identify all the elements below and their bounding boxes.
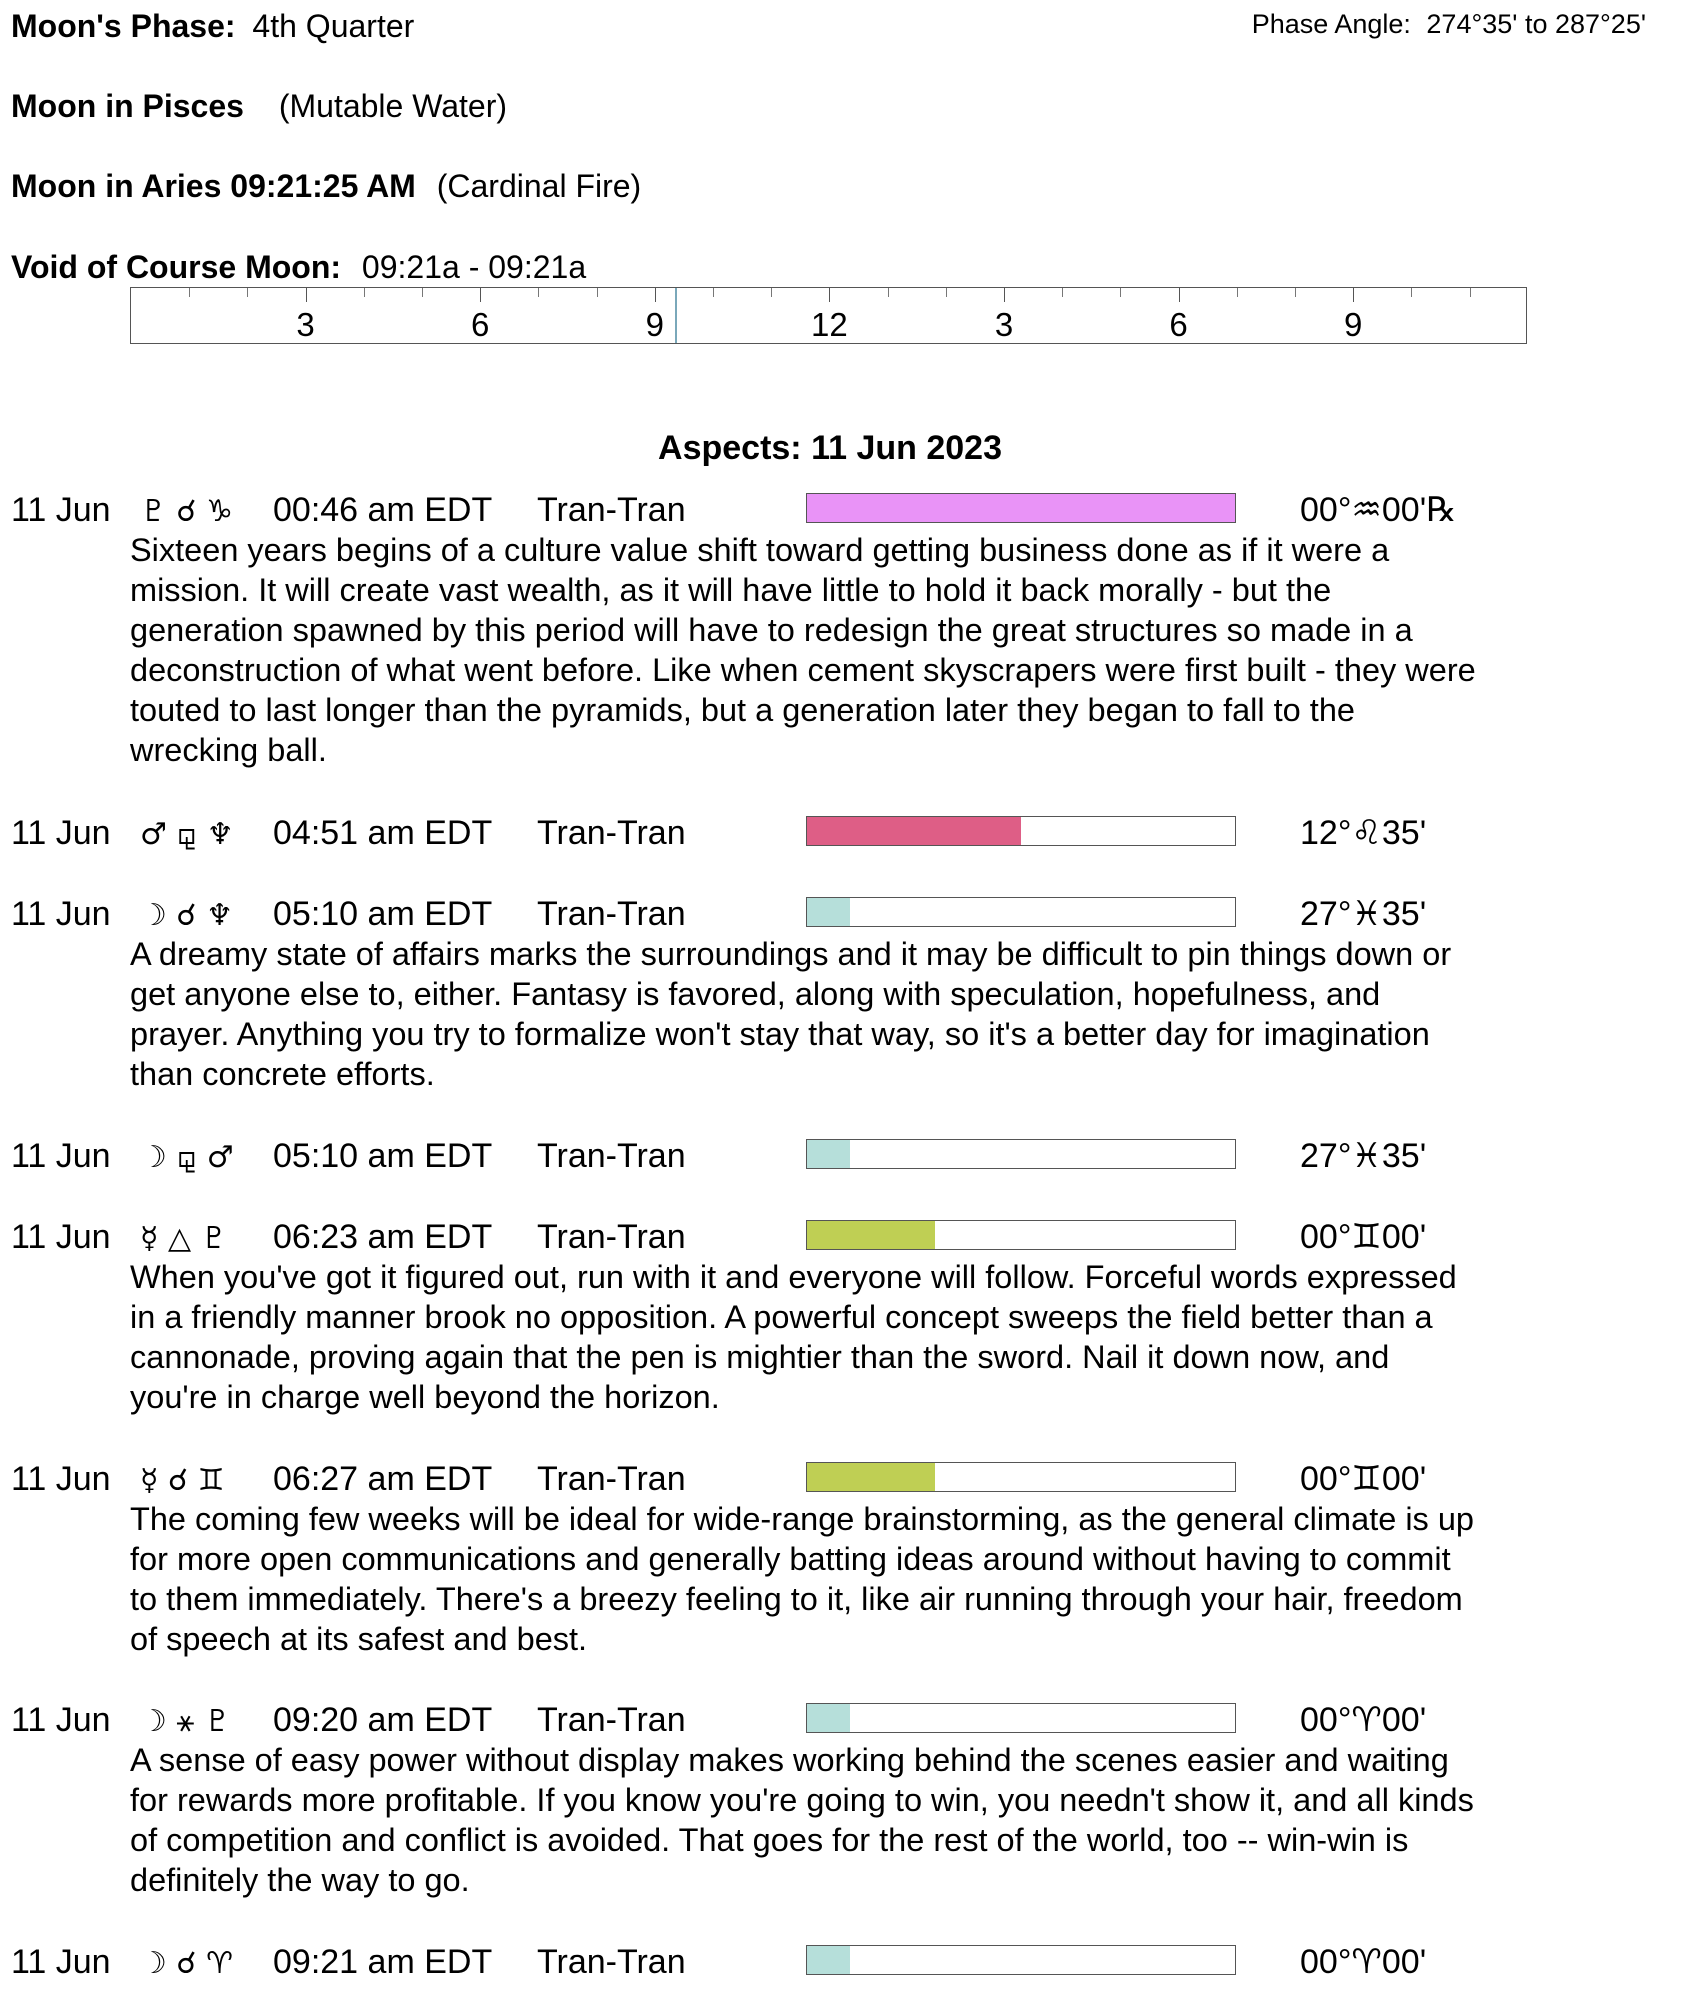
aspect-strength-bar bbox=[806, 816, 1236, 846]
aspect-strength-bar bbox=[806, 1703, 1236, 1733]
aspect-position: 00°♒00'℞ bbox=[1300, 491, 1457, 529]
aspect-description bbox=[130, 530, 1640, 770]
moon-phase-line bbox=[11, 6, 414, 46]
timeline-tick bbox=[771, 288, 772, 297]
timeline-tick bbox=[538, 288, 539, 297]
timeline-tick bbox=[1237, 288, 1238, 297]
timeline-tick bbox=[946, 288, 947, 297]
aspect-description-line: Sixteen years begins of a culture value shift toward getting business done as if it were a bbox=[130, 532, 1390, 568]
aspect-description-line: prayer. Anything you try to formalize won't stay that way, so it's a better day for imagination bbox=[130, 1016, 1430, 1052]
aspect-position: 27°♓35' bbox=[1300, 895, 1427, 933]
timeline-tick bbox=[480, 288, 481, 302]
aspect-time: 05:10 am EDT bbox=[273, 895, 493, 933]
aspect-strength-fill bbox=[807, 1221, 935, 1249]
aspect-description-line: A dreamy state of affairs marks the surroundings and it may be difficult to pin things down or bbox=[130, 936, 1452, 972]
aspect-date: 11 Jun bbox=[11, 491, 111, 529]
moon-phase-value: 4th Quarter bbox=[252, 8, 415, 44]
moon-phase-label: Moon's Phase: bbox=[11, 8, 236, 44]
aspect-date: 11 Jun bbox=[11, 1218, 111, 1256]
timeline-hour-label: 12 bbox=[811, 306, 848, 343]
aspect-position: 00°♈00' bbox=[1300, 1943, 1427, 1981]
timeline-tick bbox=[189, 288, 190, 297]
aspect-description bbox=[130, 934, 1640, 1094]
aspect-description-line: definitely the way to go. bbox=[130, 1862, 470, 1898]
aspect-strength-bar bbox=[806, 1139, 1236, 1169]
aspect-time: 04:51 am EDT bbox=[273, 814, 493, 852]
aspect-time: 09:20 am EDT bbox=[273, 1701, 493, 1739]
aspect-description-line: cannonade, proving again that the pen is mightier than the sword. Nail it down now, and bbox=[130, 1339, 1390, 1375]
moon-sign-label: Moon in Pisces bbox=[11, 88, 244, 124]
aspect-date: 11 Jun bbox=[11, 895, 111, 933]
timeline-tick bbox=[1411, 288, 1412, 297]
aspect-description-line: get anyone else to, either. Fantasy is favored, along with speculation, hopefulness, and bbox=[130, 976, 1381, 1012]
timeline-tick bbox=[422, 288, 423, 297]
aspect-description-line: for more open communications and generally batting ideas around without having to commit bbox=[130, 1541, 1451, 1577]
timeline-tick bbox=[364, 288, 365, 297]
aspect-description-line: for rewards more profitable. If you know you're going to win, you needn't show it, and all kinds bbox=[130, 1782, 1474, 1818]
aspect-description-line: touted to last longer than the pyramids, but a generation later they began to fall to the bbox=[130, 692, 1355, 728]
aspect-description-line: mission. It will create vast wealth, as it will have little to hold it back morally - but the bbox=[130, 572, 1332, 608]
timeline-tick bbox=[1470, 288, 1471, 297]
aspect-time: 09:21 am EDT bbox=[273, 1943, 493, 1981]
aspect-type: Tran-Tran bbox=[537, 1460, 686, 1498]
timeline-hour-label: 3 bbox=[994, 306, 1014, 343]
timeline-tick bbox=[1004, 288, 1005, 302]
aspect-type: Tran-Tran bbox=[537, 895, 686, 933]
timeline-tick bbox=[1179, 288, 1180, 302]
aspect-description-line: to them immediately. There's a breezy feeling to it, like air running through your hair, freedom bbox=[130, 1581, 1463, 1617]
aspect-description-line: The coming few weeks will be ideal for wide-range brainstorming, as the general climate is up bbox=[130, 1501, 1474, 1537]
timeline-tick bbox=[713, 288, 714, 297]
timeline-tick bbox=[1353, 288, 1354, 302]
timeline-tick bbox=[829, 288, 830, 302]
aspect-strength-bar bbox=[806, 1220, 1236, 1250]
timeline-tick bbox=[597, 288, 598, 297]
aspect-strength-fill bbox=[807, 1704, 850, 1732]
timeline-tick bbox=[1120, 288, 1121, 297]
aspect-symbols: ☿ ☌ ♊ bbox=[140, 1463, 225, 1498]
aspect-strength-bar bbox=[806, 493, 1236, 523]
moon-ingress-line bbox=[11, 166, 641, 206]
timeline-tick bbox=[1062, 288, 1063, 297]
aspect-symbols: ☽ ⚹ ♇ bbox=[140, 1704, 231, 1739]
aspect-symbols: ♂ ⚼ ♆ bbox=[140, 817, 234, 852]
aspect-description bbox=[130, 1257, 1640, 1417]
timeline-hour-label: 6 bbox=[1169, 306, 1188, 343]
void-of-course-label: Void of Course Moon: bbox=[11, 249, 342, 285]
void-of-course-value: 09:21a - 09:21a bbox=[361, 249, 587, 285]
aspect-strength-fill bbox=[807, 817, 1021, 845]
aspect-strength-bar bbox=[806, 1945, 1236, 1975]
aspect-symbols: ☽ ☌ ♈ bbox=[140, 1946, 234, 1981]
aspect-time: 00:46 am EDT bbox=[273, 491, 493, 529]
timeline-tick bbox=[888, 288, 889, 297]
aspect-date: 11 Jun bbox=[11, 814, 111, 852]
aspect-time: 06:27 am EDT bbox=[273, 1460, 493, 1498]
timeline-tick bbox=[247, 288, 248, 297]
aspect-date: 11 Jun bbox=[11, 1701, 111, 1739]
aspects-title: Aspects: 11 Jun 2023 bbox=[658, 429, 1002, 467]
aspect-date: 11 Jun bbox=[11, 1943, 111, 1981]
aspect-type: Tran-Tran bbox=[537, 491, 686, 529]
aspect-type: Tran-Tran bbox=[537, 814, 686, 852]
moon-sign-quality: (Mutable Water) bbox=[278, 88, 508, 124]
aspect-position: 12°♌35' bbox=[1300, 814, 1427, 852]
aspect-type: Tran-Tran bbox=[537, 1701, 686, 1739]
aspect-strength-fill bbox=[807, 1463, 935, 1491]
aspect-strength-fill bbox=[807, 494, 1235, 522]
aspect-type: Tran-Tran bbox=[537, 1943, 686, 1981]
aspect-time: 06:23 am EDT bbox=[273, 1218, 493, 1256]
moon-ingress-label: Moon in Aries 09:21:25 AM bbox=[11, 168, 416, 204]
aspect-symbols: ☿ △ ♇ bbox=[140, 1221, 228, 1256]
aspect-description-line: of competition and conflict is avoided. That goes for the rest of the world, too -- win-win is bbox=[130, 1822, 1409, 1858]
aspect-position: 00°♊00' bbox=[1300, 1460, 1427, 1498]
aspect-type: Tran-Tran bbox=[537, 1137, 686, 1175]
timeline-hour-label: 9 bbox=[1344, 306, 1363, 343]
aspect-date: 11 Jun bbox=[11, 1460, 111, 1498]
day-timeline bbox=[130, 287, 1527, 344]
aspect-position: 00°♈00' bbox=[1300, 1701, 1427, 1739]
aspect-symbols: ♇ ☌ ♑ bbox=[140, 494, 234, 529]
aspect-description bbox=[130, 1499, 1640, 1659]
void-of-course-line bbox=[11, 247, 586, 287]
aspect-description-line: in a friendly manner brook no opposition. A powerful concept sweeps the field better than a bbox=[130, 1299, 1433, 1335]
timeline-hour-label: 3 bbox=[296, 306, 315, 343]
aspect-description-line: wrecking ball. bbox=[130, 732, 327, 768]
timeline-hour-label: 6 bbox=[471, 306, 490, 343]
aspect-description-line: generation spawned by this period will have to redesign the great structures so made in a bbox=[130, 612, 1413, 648]
moon-sign-line bbox=[11, 86, 507, 126]
phase-angle-line bbox=[1252, 7, 1646, 41]
phase-angle-label: Phase Angle: bbox=[1251, 9, 1411, 39]
aspect-position: 27°♓35' bbox=[1300, 1137, 1427, 1175]
aspect-strength-fill bbox=[807, 898, 850, 926]
aspect-description bbox=[130, 1740, 1640, 1900]
aspect-description-line: When you've got it figured out, run with it and everyone will follow. Forceful words expressed bbox=[130, 1259, 1457, 1295]
aspect-time: 05:10 am EDT bbox=[273, 1137, 493, 1175]
aspect-date: 11 Jun bbox=[11, 1137, 111, 1175]
timeline-tick bbox=[1295, 288, 1296, 297]
aspect-strength-bar bbox=[806, 897, 1236, 927]
phase-angle-value: 274°35' to 287°25' bbox=[1426, 9, 1646, 39]
moon-ingress-quality: (Cardinal Fire) bbox=[436, 168, 642, 204]
aspect-description-line: you're in charge well beyond the horizon. bbox=[130, 1379, 720, 1415]
aspect-symbols: ☽ ☌ ♆ bbox=[140, 898, 234, 933]
aspect-type: Tran-Tran bbox=[537, 1218, 686, 1256]
aspect-symbols: ☽ ⚼ ♂ bbox=[140, 1140, 234, 1175]
timeline-tick bbox=[306, 288, 307, 302]
aspect-position: 00°♊00' bbox=[1300, 1218, 1427, 1256]
aspect-description-line: A sense of easy power without display makes working behind the scenes easier and waiting bbox=[130, 1742, 1449, 1778]
aspect-description-line: of speech at its safest and best. bbox=[130, 1621, 588, 1657]
void-of-course-marker bbox=[675, 288, 677, 343]
aspect-strength-fill bbox=[807, 1946, 850, 1974]
aspect-strength-fill bbox=[807, 1140, 850, 1168]
timeline-tick bbox=[655, 288, 656, 302]
aspect-description-line: deconstruction of what went before. Like when cement skyscrapers were first built - they were bbox=[130, 652, 1476, 688]
aspect-strength-bar bbox=[806, 1462, 1236, 1492]
aspect-description-line: than concrete efforts. bbox=[130, 1056, 435, 1092]
timeline-hour-label: 9 bbox=[645, 306, 664, 343]
